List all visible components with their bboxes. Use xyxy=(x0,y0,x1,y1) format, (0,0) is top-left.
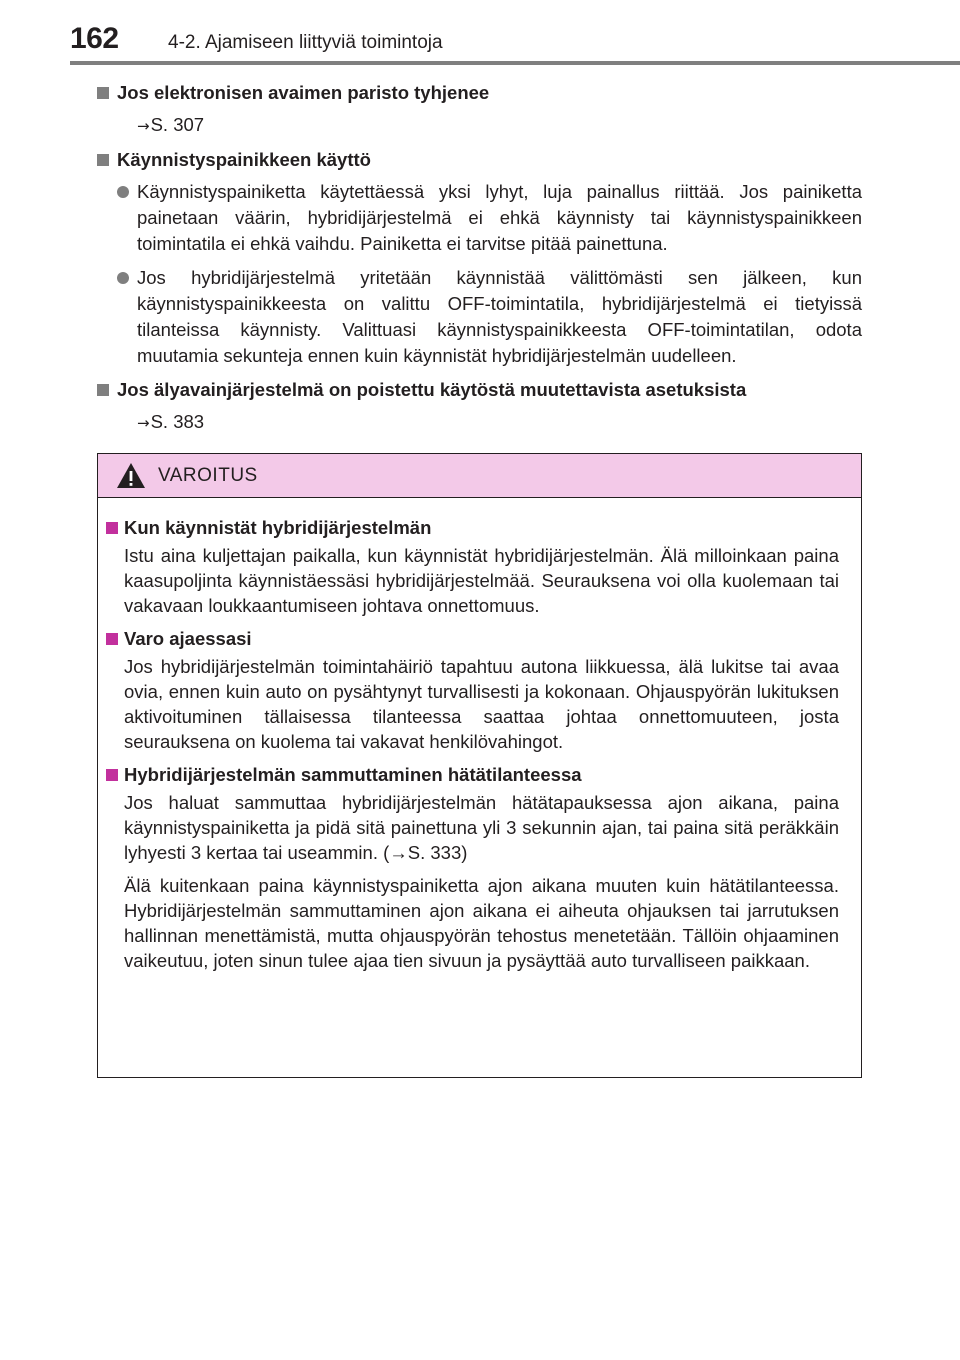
list-item: Jos hybridijärjestelmä yritetään käynnistää välittömästi sen jälkeen, kun käynnistyspainikkeesta on valittu OFF-toimintatila, hybridijärjestelmä ei tietyissä tilanteissa käynnisty. Valittuasi käynnistyspainikkeesta OFF-toimintatilan, odota muutamia sekunteja ennen kuin käynnistät hybridijärjestelmän uudelleen. xyxy=(97,265,862,369)
warning-item-heading: Hybridijärjestelmän sammuttaminen hätätilanteessa xyxy=(106,762,839,788)
header-divider xyxy=(70,61,960,65)
square-bullet-icon xyxy=(106,633,118,645)
warning-item-heading: Kun käynnistät hybridijärjestelmän xyxy=(106,515,839,541)
square-bullet-icon xyxy=(97,384,109,396)
warning-header xyxy=(98,454,861,498)
section-heading: Jos älyavainjärjestelmä on poistettu käytöstä muutettavista asetuksista xyxy=(97,377,862,403)
warning-item-heading: Varo ajaessasi xyxy=(106,626,839,652)
arrow-icon: → xyxy=(137,414,150,432)
section-heading: Käynnistyspainikkeen käyttö xyxy=(97,147,862,173)
warning-triangle-icon xyxy=(116,462,146,489)
round-bullet-icon xyxy=(117,272,129,284)
square-bullet-icon xyxy=(97,87,109,99)
square-bullet-icon xyxy=(106,522,118,534)
square-bullet-icon xyxy=(106,769,118,781)
page-number: 162 xyxy=(70,22,119,55)
round-bullet-icon xyxy=(117,186,129,198)
warning-paragraph: Jos hybridijärjestelmän toimintahäiriö tapahtuu autona liikkuessa, älä lukitse tai avaa ovia, ennen kuin auto on pysähtynyt turvallisesti ja kokonaan. Ohjauspyörän lukituksen aktivoituminen tällaisessa tilanteessa saattaa johtaa onnettomuuteen, josta seurauksena on kuolema tai vakavat henkilövahingot. xyxy=(124,656,839,752)
chapter-title: 4-2. Ajamiseen liittyviä toimintoja xyxy=(168,32,443,53)
warning-paragraph: Älä kuitenkaan paina käynnistyspainiketta ajon aikana muuten kuin hätätilanteessa. Hybridijärjestelmän sammuttaminen ajon aikana ei aiheuta ohjauksen tai jarrutuksen hallinnan menettämistä, mutta ohjauspyörän tehostus menetetään. Tällöin ohjaaminen vaikeutuu, joten sinun tulee ajaa tien sivuun ja pysäyttää auto turvalliseen paikkaan. xyxy=(124,875,839,971)
warning-paragraph: Istu aina kuljettajan paikalla, kun käynnistät hybridijärjestelmän. Älä milloinkaan paina kaasupoljinta käynnistäessäsi hybridijärjestelmää. Seurauksena voi olla kuolemaan tai vakavaan loukkaantumiseen johtava onnettomuus. xyxy=(124,545,839,616)
warning-paragraph: Jos haluat sammuttaa hybridijärjestelmän hätätapauksessa ajon aikana, paina käynnistyspainiketta ja pidä sitä painettuna yli 3 sekunnin ajan, tai paina sitä peräkkäin lyhyesti 3 kertaa tai useammin. (→S. 333) xyxy=(124,792,839,863)
page-reference[interactable]: →S. 307 xyxy=(137,114,205,135)
page-reference[interactable]: →S. 383 xyxy=(137,411,205,432)
section-heading: Jos elektronisen avaimen paristo tyhjenee xyxy=(97,80,862,106)
page-header xyxy=(70,22,960,66)
warning-box xyxy=(97,453,862,1078)
warning-title: VAROITUS xyxy=(158,465,258,486)
arrow-icon: → xyxy=(137,117,150,135)
square-bullet-icon xyxy=(97,154,109,166)
warning-body xyxy=(98,498,861,973)
main-content xyxy=(97,80,862,444)
list-item: Käynnistyspainiketta käytettäessä yksi lyhyt, luja painallus riittää. Jos painiketta painetaan väärin, hybridijärjestelmä ei ehkä käynnisty tai käynnistyspainikkeen toimintatila ei ehkä vaihdu. Painiketta ei tarvitse pitää painettuna. xyxy=(97,179,862,257)
